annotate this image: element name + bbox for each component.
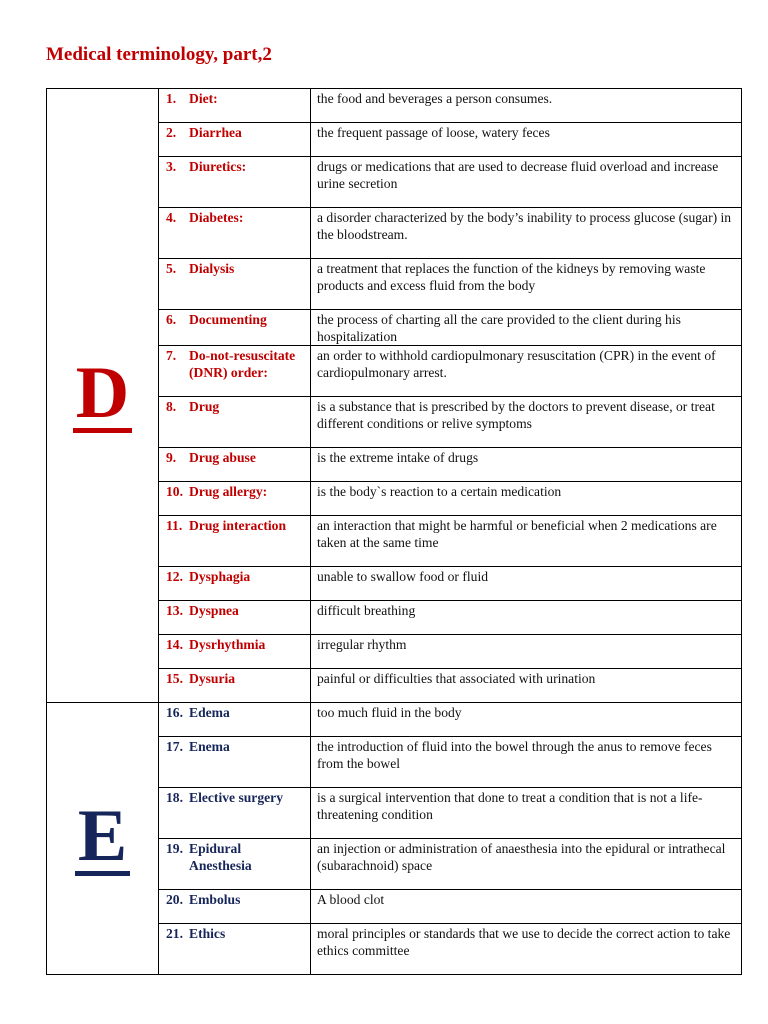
term-cell xyxy=(159,310,311,346)
term-definition: drugs or medications that are used to decrease fluid overload and increase urine secretion xyxy=(311,157,742,208)
term-name: Do-not-resuscitate (DNR) order: xyxy=(189,348,296,380)
term-cell xyxy=(159,208,311,259)
term-definition: is a substance that is prescribed by the doctors to prevent disease, or treat different conditions or relive symptoms xyxy=(311,397,742,448)
term-name: Diet: xyxy=(189,91,218,106)
term-definition: a treatment that replaces the function of the kidneys by removing waste products and excess fluid from the body xyxy=(311,259,742,310)
term-definition: too much fluid in the body xyxy=(311,703,742,737)
section-letter-cell xyxy=(47,89,159,703)
term-cell xyxy=(159,737,311,788)
term-definition: the frequent passage of loose, watery feces xyxy=(311,123,742,157)
term-number: 11. xyxy=(166,518,183,533)
term-name: Drug interaction xyxy=(189,518,287,533)
term-definition: a disorder characterized by the body’s inability to process glucose (sugar) in the bloodstream. xyxy=(311,208,742,259)
term-name: Diabetes: xyxy=(189,210,244,225)
term-definition: painful or difficulties that associated with urination xyxy=(311,669,742,703)
term-cell xyxy=(159,924,311,975)
term-cell xyxy=(159,259,311,310)
term-cell xyxy=(159,123,311,157)
term-name: Dialysis xyxy=(189,261,235,276)
term-number: 8. xyxy=(166,399,177,414)
term-definition: the process of charting all the care provided to the client during his hospitalization xyxy=(311,310,742,346)
term-cell xyxy=(159,157,311,208)
term-name: Dysphagia xyxy=(189,569,251,584)
term-cell xyxy=(159,703,311,737)
term-cell xyxy=(159,397,311,448)
term-name: Drug xyxy=(189,399,220,414)
term-definition: an injection or administration of anaesthesia into the epidural or intrathecal (subarachnoid) space xyxy=(311,839,742,890)
term-number: 19. xyxy=(166,841,183,856)
term-definition: A blood clot xyxy=(311,890,742,924)
term-definition: the introduction of fluid into the bowel through the anus to remove feces from the bowel xyxy=(311,737,742,788)
terminology-table-body xyxy=(47,89,742,975)
term-number: 3. xyxy=(166,159,177,174)
term-cell xyxy=(159,839,311,890)
term-number: 5. xyxy=(166,261,177,276)
term-name: Drug abuse xyxy=(189,450,256,465)
page-title: Medical terminology, part,2 xyxy=(46,44,272,65)
term-definition: is the extreme intake of drugs xyxy=(311,448,742,482)
term-name: Diarrhea xyxy=(189,125,242,140)
term-number: 16. xyxy=(166,705,183,720)
term-number: 18. xyxy=(166,790,183,805)
term-definition: is a surgical intervention that done to treat a condition that is not a life-threatening condition xyxy=(311,788,742,839)
term-row xyxy=(47,703,742,737)
term-name: Enema xyxy=(189,739,230,754)
term-cell xyxy=(159,567,311,601)
term-name: Embolus xyxy=(189,892,241,907)
section-letter-e: E xyxy=(75,801,130,876)
term-number: 14. xyxy=(166,637,183,652)
term-cell xyxy=(159,346,311,397)
term-number: 1. xyxy=(166,91,177,106)
term-cell xyxy=(159,516,311,567)
term-name: Edema xyxy=(189,705,230,720)
term-number: 7. xyxy=(166,348,177,363)
term-name: Diuretics: xyxy=(189,159,247,174)
term-definition: moral principles or standards that we use to decide the correct action to take ethics committee xyxy=(311,924,742,975)
term-number: 9. xyxy=(166,450,177,465)
terminology-table xyxy=(46,88,742,975)
term-definition: unable to swallow food or fluid xyxy=(311,567,742,601)
term-number: 4. xyxy=(166,210,177,225)
term-number: 12. xyxy=(166,569,183,584)
term-cell xyxy=(159,890,311,924)
term-definition: the food and beverages a person consumes. xyxy=(311,89,742,123)
section-letter-d: D xyxy=(73,358,132,433)
term-number: 20. xyxy=(166,892,183,907)
term-definition: an interaction that might be harmful or beneficial when 2 medications are taken at the same time xyxy=(311,516,742,567)
term-number: 2. xyxy=(166,125,177,140)
term-name: Dyspnea xyxy=(189,603,239,618)
term-definition: difficult breathing xyxy=(311,601,742,635)
term-number: 10. xyxy=(166,484,183,499)
term-cell xyxy=(159,601,311,635)
term-definition: an order to withhold cardiopulmonary resuscitation (CPR) in the event of cardiopulmonary arrest. xyxy=(311,346,742,397)
term-number: 15. xyxy=(166,671,183,686)
term-number: 17. xyxy=(166,739,183,754)
term-definition: is the body`s reaction to a certain medication xyxy=(311,482,742,516)
term-cell xyxy=(159,635,311,669)
term-name: Elective surgery xyxy=(189,790,283,805)
term-cell xyxy=(159,448,311,482)
term-number: 6. xyxy=(166,312,177,327)
term-row xyxy=(47,89,742,123)
term-name: Dysrhythmia xyxy=(189,637,266,652)
term-cell xyxy=(159,89,311,123)
section-letter-cell xyxy=(47,703,159,975)
term-name: Documenting xyxy=(189,312,267,327)
term-name: Dysuria xyxy=(189,671,236,686)
term-number: 21. xyxy=(166,926,183,941)
term-cell xyxy=(159,788,311,839)
term-name: Drug allergy: xyxy=(189,484,268,499)
term-name: Ethics xyxy=(189,926,226,941)
term-definition: irregular rhythm xyxy=(311,635,742,669)
term-number: 13. xyxy=(166,603,183,618)
term-cell xyxy=(159,482,311,516)
term-cell xyxy=(159,669,311,703)
term-name: Epidural Anesthesia xyxy=(189,841,252,873)
